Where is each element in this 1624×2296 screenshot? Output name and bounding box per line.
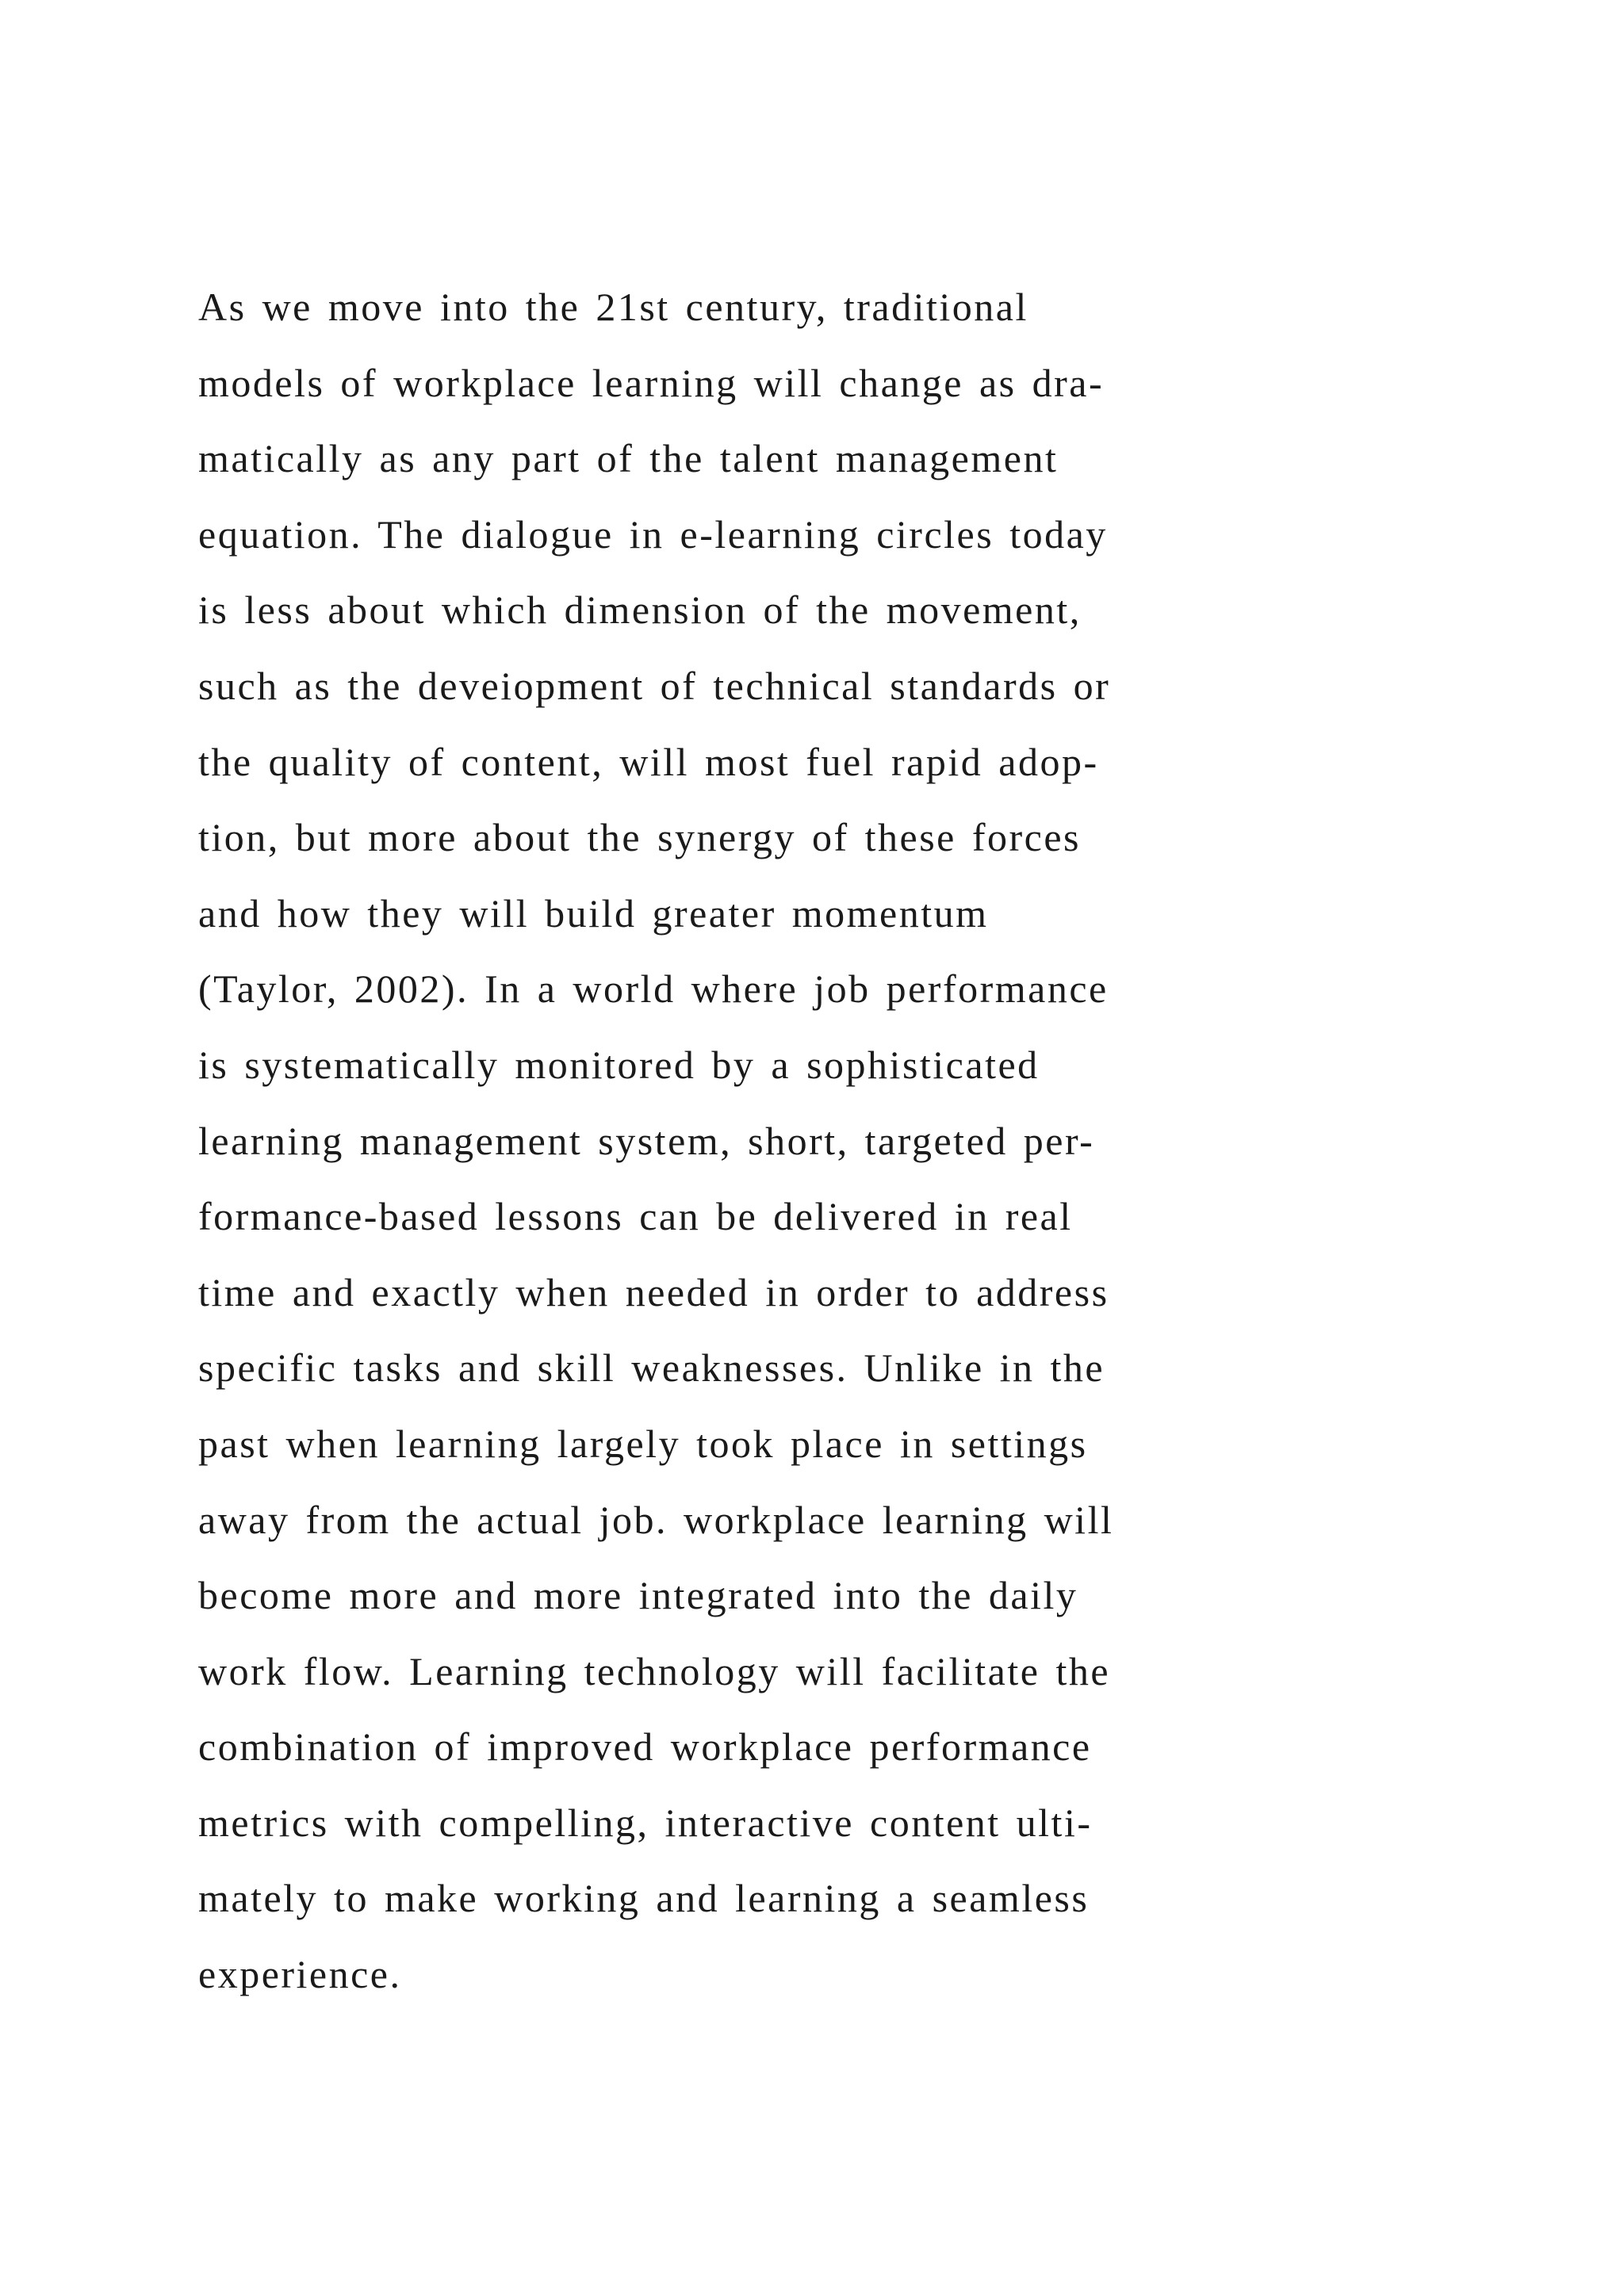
text-line: mately to make working and learning a seamless — [198, 1876, 1090, 1921]
text-line: specific tasks and skill weaknesses. Unlike in the — [198, 1345, 1105, 1391]
text-line: formance-based lessons can be delivered in real — [198, 1194, 1073, 1239]
text-line: metrics with compelling, interactive content ulti- — [198, 1800, 1093, 1845]
text-line: learning management system, short, targeted per- — [198, 1118, 1095, 1163]
text-line: work flow. Learning technology will facilitate the — [198, 1648, 1111, 1693]
text-line: models of workplace learning will change as dra- — [198, 360, 1105, 405]
text-line: is less about which dimension of the movement, — [198, 587, 1082, 633]
text-line: (Taylor, 2002). In a world where job performance — [198, 966, 1109, 1012]
text-line: combination of improved workplace performance — [198, 1724, 1092, 1770]
text-line: away from the actual job. workplace learning will — [198, 1497, 1114, 1542]
text-line: past when learning largely took place in settings — [198, 1421, 1088, 1466]
text-line: is systematically monitored by a sophisticated — [198, 1042, 1040, 1087]
text-line: such as the deveiopment of technical standards or — [198, 663, 1111, 708]
text-line: time and exactly when needed in order to address — [198, 1269, 1109, 1314]
text-line: the quality of content, will most fuel rapid adop- — [198, 739, 1099, 784]
text-line: As we move into the 21st century, traditional — [198, 285, 1028, 329]
body-paragraph — [198, 270, 1229, 2013]
text-line: and how they will build greater momentum — [198, 890, 989, 936]
text-line: matically as any part of the talent management — [198, 436, 1059, 481]
text-line: tion, but more about the synergy of these forces — [198, 815, 1082, 860]
text-line: become more and more integrated into the daily — [198, 1573, 1078, 1618]
text-line: experience. — [198, 1952, 402, 1997]
text-line: equation. The dialogue in e-learning circles today — [198, 511, 1108, 557]
